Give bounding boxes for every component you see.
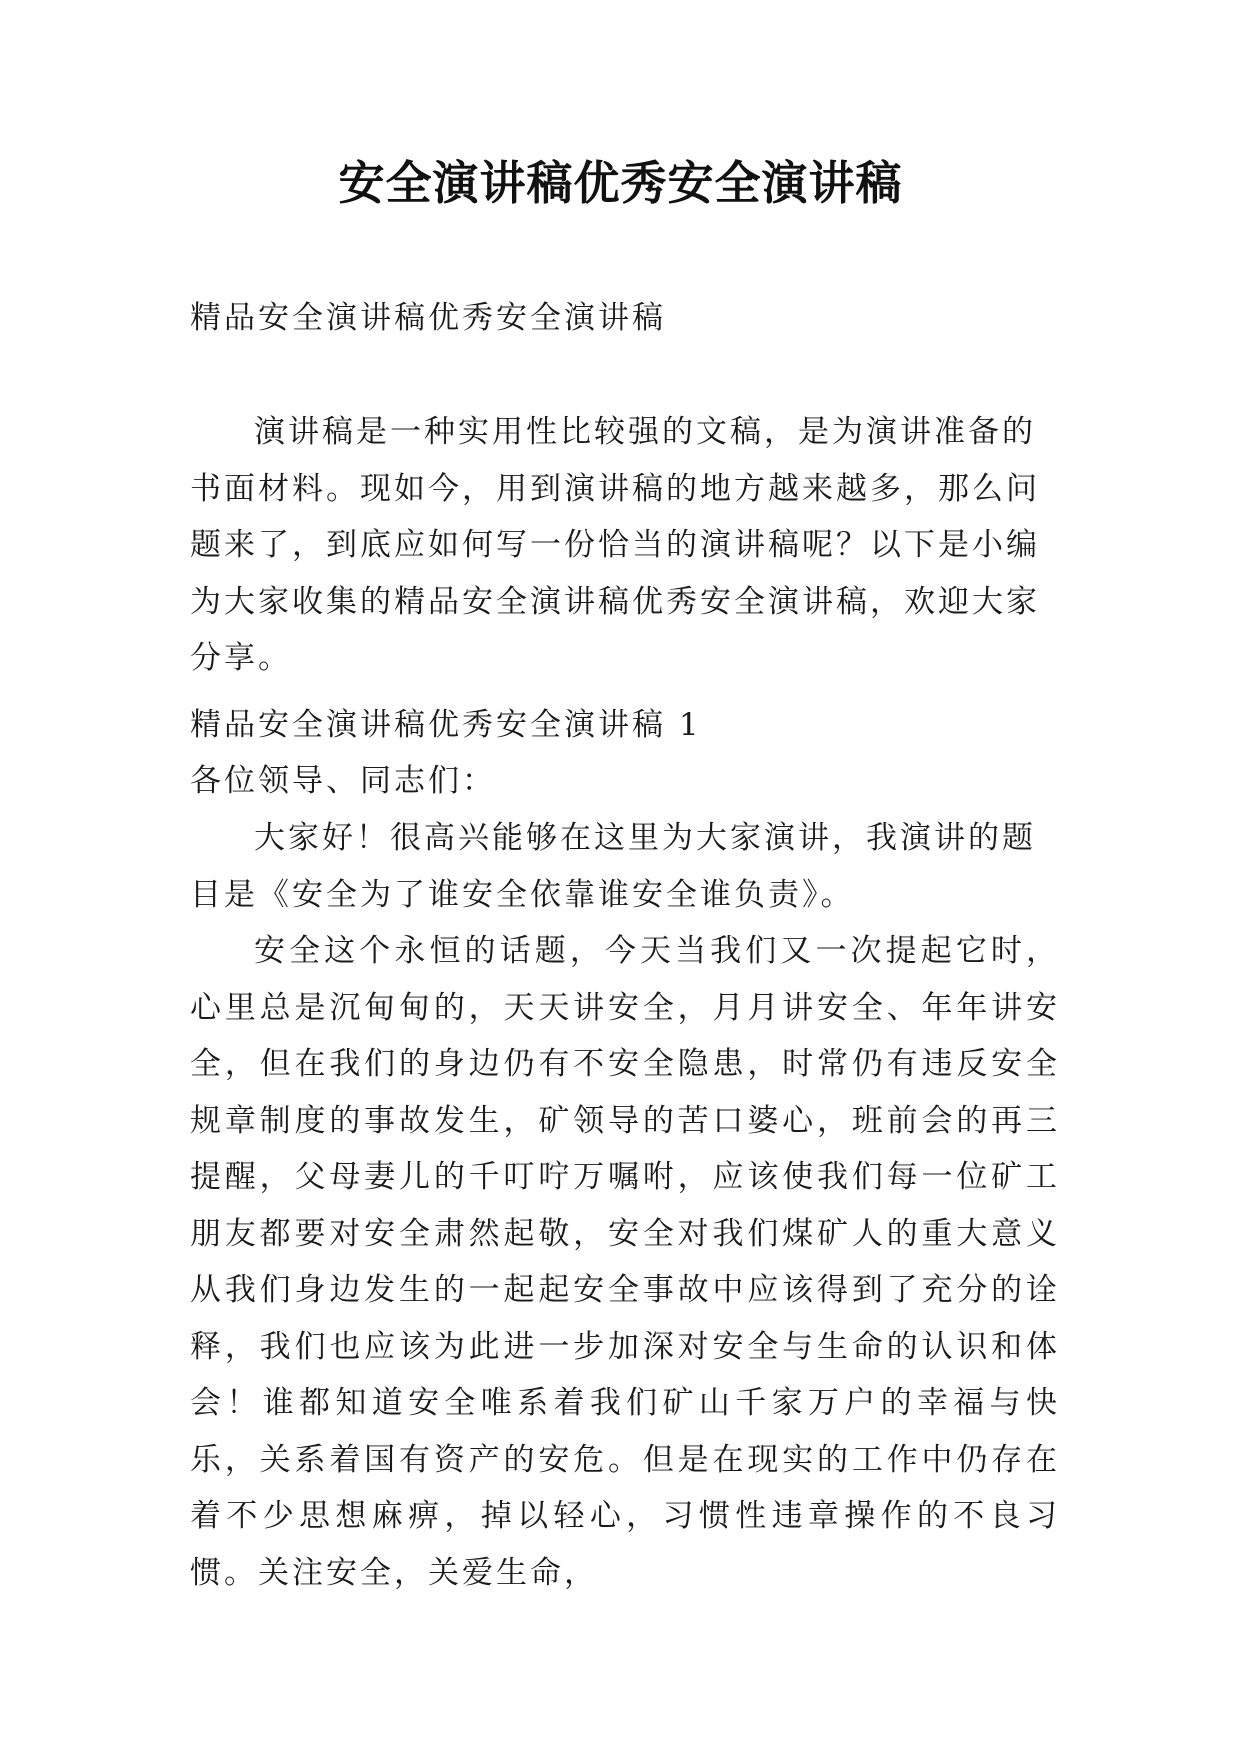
greeting-line: 各位领导、同志们： [190,763,496,799]
document-title: 安全演讲稿优秀安全演讲稿 [338,156,903,210]
document-subtitle: 精品安全演讲稿优秀安全演讲稿 [190,300,666,336]
section-heading: 精品安全演讲稿优秀安全演讲稿 1 [190,707,702,743]
body-paragraph-2: 安全这个永恒的话题，今天当我们又一次提起它时，心里总是沉甸甸的，天天讲安全，月月讲安全、年年讲安全，但在我们的身边仍有不安全隐患，时常仍有违反安全规章制度的事故发生，矿领导的苦口婆心，班前会的再三提醒，父母妻儿的千叮咛万嘱咐，应该使我们每一位矿工朋友都要对安全肃然起敬，安全对我们煤矿人的重大意义从我们身边发生的一起起安全事故中应该得到了充分的诠释，我们也应该为此进一步加深对安全与生命的认识和体会！谁都知道安全唯系着我们矿山千家万户的幸福与快乐，关系着国有资产的安危。但是在现实的工作中仍存在着不少思想麻痹，掉以轻心，习惯性违章操作的不良习惯。关注安全，关爱生命， [190,933,1060,1591]
body-paragraph-1: 大家好！很高兴能够在这里为大家演讲，我演讲的题目是《安全为了谁安全依靠谁安全谁负责》。 [190,820,1036,913]
intro-paragraph: 演讲稿是一种实用性比较强的文稿，是为演讲准备的书面材料。现如今，用到演讲稿的地方越来越多，那么问题来了，到底应如何写一份恰当的演讲稿呢？以下是小编为大家收集的精品安全演讲稿优秀安全演讲稿，欢迎大家分享。 [190,414,1040,676]
